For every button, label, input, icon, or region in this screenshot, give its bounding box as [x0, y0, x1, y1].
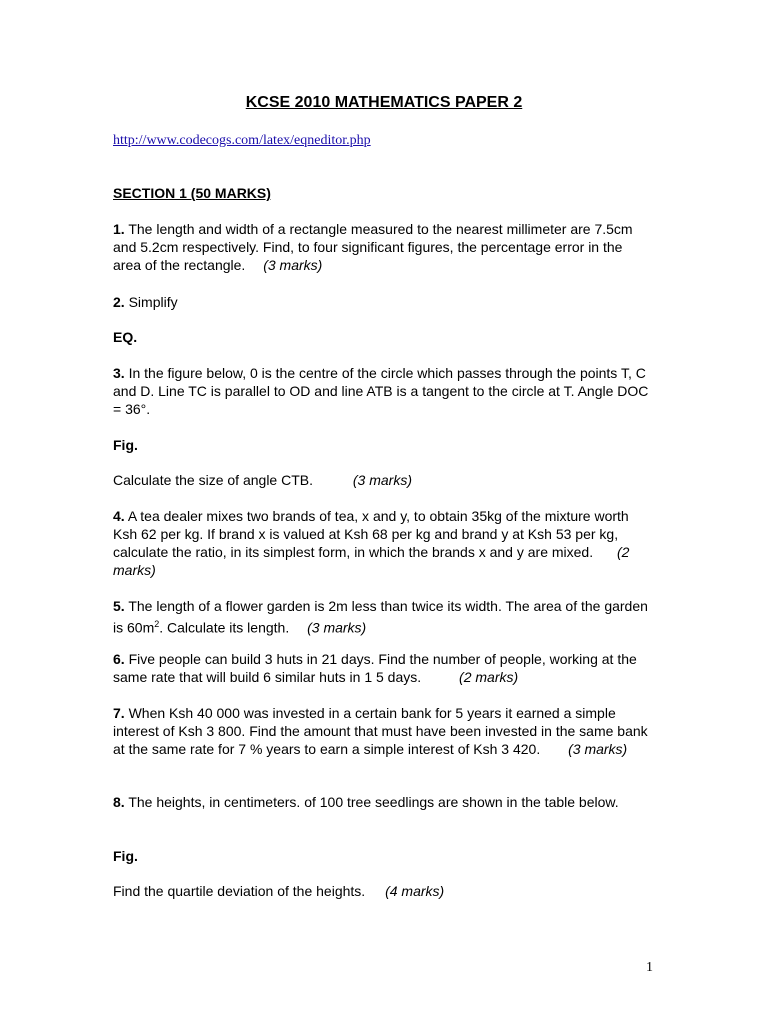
question-marks: (3 marks): [568, 741, 628, 757]
question-8-part-b: [113, 882, 653, 900]
page-title: KCSE 2010 MATHEMATICS PAPER 2: [245, 94, 523, 111]
question-8: [113, 793, 653, 811]
figure-placeholder: Fig.: [113, 848, 138, 864]
question-number: 2.: [113, 294, 125, 310]
question-3: [113, 364, 653, 418]
question-text: Find the quartile deviation of the heights.: [113, 883, 366, 899]
question-text: Simplify: [128, 294, 178, 310]
question-number: 1.: [113, 221, 125, 237]
question-text: When Ksh 40 000 was invested in a certain bank for 5 years it earned a simple interest of Ksh 3 800. Find the amount that must have been invested in the same bank at the same rate for 7 % years to earn a simple interest of Ksh 3 420.: [113, 705, 648, 757]
question-text-continued: . Calculate its length.: [159, 619, 290, 636]
question-number: 3.: [113, 365, 125, 381]
question-text: Calculate the size of angle CTB.: [113, 472, 313, 488]
question-text: Five people can build 3 huts in 21 days. Find the number of people, working at the same rate that will build 6 similar huts in 1 5 days.: [113, 651, 637, 685]
question-text: The length of a flower garden is 2m less than twice its width. The area of the garden is 60m: [113, 598, 648, 636]
question-marks: (2 marks): [459, 669, 519, 685]
page-number: 1: [646, 960, 653, 975]
question-1: [113, 220, 653, 274]
figure-placeholder: Fig.: [113, 437, 138, 453]
equation-placeholder: EQ.: [113, 329, 138, 345]
question-text: The heights, in centimeters. of 100 tree seedlings are shown in the table below.: [128, 794, 619, 810]
question-2: [113, 293, 653, 311]
question-number: 7.: [113, 705, 125, 721]
question-text: A tea dealer mixes two brands of tea, x and y, to obtain 35kg of the mixture worth Ksh 62 per kg. If brand x is valued at Ksh 68 per kg and brand y at Ksh 53 per kg, calculate the ratio, in its simplest form, in which the brands x and y are mixed.: [113, 508, 629, 560]
section-heading: SECTION 1 (50 MARKS): [113, 185, 271, 201]
equation-editor-link[interactable]: http://www.codecogs.com/latex/eqneditor.php: [113, 133, 371, 148]
question-text: In the figure below, 0 is the centre of the circle which passes through the points T, C and D. Line TC is parallel to OD and line ATB is a tangent to the circle at T. Angle DOC = 36°.: [113, 365, 649, 417]
question-number: 8.: [113, 794, 125, 810]
question-marks: (3 marks): [307, 619, 367, 636]
question-3-part-b: [113, 471, 653, 489]
question-text: The length and width of a rectangle measured to the nearest millimeter are 7.5cm and 5.2cm respectively. Find, to four significant figures, the percentage error in the area of the rectangle.: [113, 221, 633, 273]
question-5: [113, 597, 653, 637]
question-7: [113, 704, 653, 758]
question-marks: (2 marks): [113, 544, 630, 578]
question-number: 6.: [113, 651, 125, 667]
question-number: 5.: [113, 598, 125, 614]
question-number: 4.: [113, 508, 125, 524]
question-4: [113, 507, 653, 579]
question-6: [113, 650, 653, 686]
question-marks: (4 marks): [385, 883, 445, 899]
question-marks: (3 marks): [263, 257, 323, 273]
superscript: 2: [154, 619, 160, 629]
question-marks: (3 marks): [352, 472, 413, 488]
